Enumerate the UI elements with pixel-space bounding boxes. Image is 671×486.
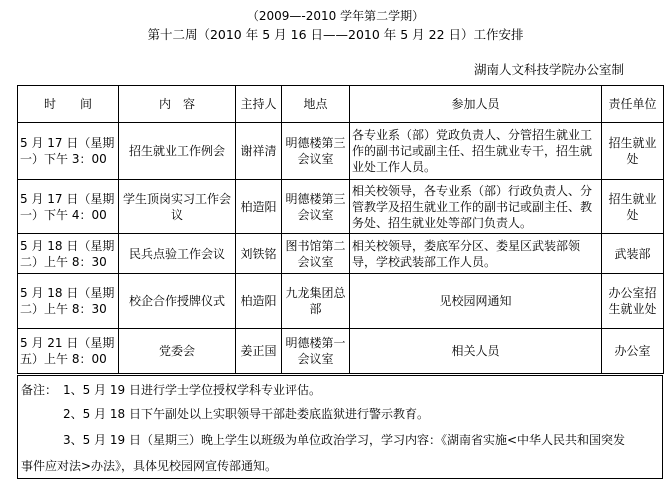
column-header-place: 地点 [282, 86, 350, 123]
participants-cell: 相关校领导，娄底军分区、娄星区武装部领导，学校武装部工作人员。 [350, 234, 602, 274]
time-cell: 5 月 18 日（星期二）上午 8：30 [18, 274, 119, 329]
host-cell: 柏造阳 [236, 274, 282, 329]
place-cell: 明德楼第三会议室 [282, 180, 350, 234]
schedule-table [17, 85, 664, 374]
participants-cell: 见校园网通知 [350, 274, 602, 329]
content-cell: 党委会 [119, 329, 236, 374]
unit-cell: 招生就业处 [602, 180, 664, 234]
content-cell: 校企合作授牌仪式 [119, 274, 236, 329]
unit-cell: 招生就业处 [602, 123, 664, 180]
column-header-content: 内 容 [119, 86, 236, 123]
note-item: 1、5 月 19 日进行学士学位授权学科专业评估。 [63, 383, 321, 397]
column-header-time: 时 间 [18, 86, 119, 123]
place-cell: 明德楼第一会议室 [282, 329, 350, 374]
host-cell: 谢祥清 [236, 123, 282, 180]
place-cell: 九龙集团总 部 [282, 274, 350, 329]
host-cell: 姜正国 [236, 329, 282, 374]
semester-heading: （2009—-2010 学年第二学期） [246, 9, 425, 23]
unit-cell: 办公室招生就业处 [602, 274, 664, 329]
table-row [18, 329, 664, 374]
place-cell: 明德楼第三会议室 [282, 123, 350, 180]
schedule-title: 第十二周（2010 年 5 月 16 日——2010 年 5 月 22 日）工作安排 [147, 27, 524, 42]
time-cell: 5 月 21 日（星期五）上午 8：00 [18, 329, 119, 374]
unit-cell: 武装部 [602, 234, 664, 274]
column-header-host: 主持人 [236, 86, 282, 123]
host-cell: 柏造阳 [236, 180, 282, 234]
place-cell: 图书馆第二会议室 [282, 234, 350, 274]
content-cell: 学生顶岗实习工作会议 [119, 180, 236, 234]
notes-box [17, 375, 663, 479]
time-cell: 5 月 18 日（星期二）上午 8：30 [18, 234, 119, 274]
column-header-unit: 责任单位 [602, 86, 664, 123]
time-cell: 5 月 17 日（星期一）下午 4：00 [18, 180, 119, 234]
participants-cell: 相关人员 [350, 329, 602, 374]
column-header-participants: 参加人员 [350, 86, 602, 123]
content-cell: 招生就业工作例会 [119, 123, 236, 180]
office-signature: 湖南人文科技学院办公室制 [474, 62, 625, 77]
unit-cell: 办公室 [602, 329, 664, 374]
table-row [18, 123, 664, 180]
content-cell: 民兵点验工作会议 [119, 234, 236, 274]
participants-cell: 相关校领导，各专业系（部）行政负责人、分管教学及招生就业工作的副书记或副主任、教务处、招生就业处等部门负责人。 [350, 180, 602, 234]
participants-cell: 各专业系（部）党政负责人、分管招生就业工作的副书记或副主任、招生就业专干，招生就业处工作人员。 [350, 123, 602, 180]
table-row [18, 234, 664, 274]
time-cell: 5 月 17 日（星期一）下午 3：00 [18, 123, 119, 180]
notes-label: 备注： [21, 383, 58, 397]
host-cell: 刘铁铭 [236, 234, 282, 274]
table-row [18, 180, 664, 234]
note-item: 事件应对法>办法》，具体见校园网宣传部通知。 [21, 459, 278, 473]
note-item: 2、5 月 18 日下午副处以上实职领导干部赴娄底监狱进行警示教育。 [63, 407, 429, 421]
note-item: 3、5 月 19 日（星期三）晚上学生以班级为单位政治学习，学习内容：《湖南省实施<中华人民共和国突发 [63, 433, 626, 447]
table-row [18, 274, 664, 329]
